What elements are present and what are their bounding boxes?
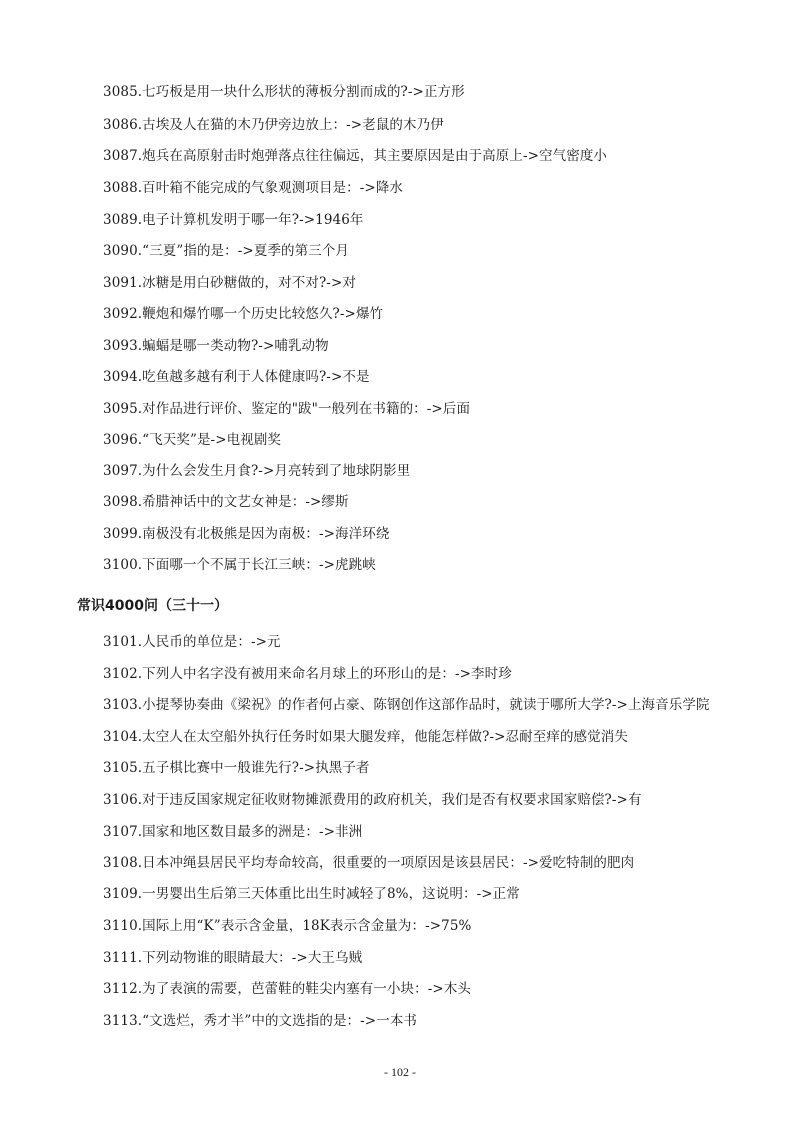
question-3100: 3100.下面哪一个不属于长江三峡：->虎跳峡 bbox=[103, 557, 376, 573]
question-3111: 3111.下列动物谁的眼睛最大：->大王乌贼 bbox=[103, 950, 363, 966]
question-3113: 3113.“文选烂，秀才半”中的文选指的是：->一本书 bbox=[103, 1013, 418, 1029]
section-title: 常识4000问（三十一） bbox=[77, 598, 228, 614]
question-3094: 3094.吃鱼越多越有利于人体健康吗?->不是 bbox=[103, 369, 370, 385]
question-3102: 3102.下列人中名字没有被用来命名月球上的环形山的是：->李时珍 bbox=[103, 666, 512, 682]
question-3095: 3095.对作品进行评价、鉴定的"跋"一般列在书籍的：->后面 bbox=[103, 401, 471, 417]
question-3088: 3088.百叶箱不能完成的气象观测项目是：->降水 bbox=[103, 180, 404, 196]
question-3101: 3101.人民币的单位是：->元 bbox=[103, 634, 281, 650]
question-3106: 3106.对于违反国家规定征收财物摊派费用的政府机关，我们是否有权要求国家赔偿?->有 bbox=[103, 792, 642, 808]
question-3099: 3099.南极没有北极熊是因为南极：->海洋环绕 bbox=[103, 526, 390, 542]
question-3086: 3086.古埃及人在猫的木乃伊旁边放上：->老鼠的木乃伊 bbox=[103, 117, 444, 133]
question-3112: 3112.为了表演的需要，芭蕾鞋的鞋尖内塞有一小块：->木头 bbox=[103, 981, 472, 997]
question-3109: 3109.一男婴出生后第三天体重比出生时减轻了8%，这说明：->正常 bbox=[103, 886, 520, 902]
question-3085: 3085.七巧板是用一块什么形状的薄板分割而成的?->正方形 bbox=[103, 84, 465, 100]
question-3103: 3103.小提琴协奏曲《梁祝》的作者何占豪、陈钢创作这部作品时，就读于哪所大学?->上海音乐学院 bbox=[103, 697, 710, 713]
question-3104: 3104.太空人在太空船外执行任务时如果大腿发痒，他能怎样做?->忍耐至痒的感觉消失 bbox=[103, 729, 628, 745]
question-3107: 3107.国家和地区数目最多的洲是：->非洲 bbox=[103, 824, 363, 840]
question-3091: 3091.冰糖是用白砂糖做的，对不对?->对 bbox=[103, 275, 356, 291]
question-3097: 3097.为什么会发生月食?->月亮转到了地球阴影里 bbox=[103, 463, 411, 479]
question-3108: 3108.日本冲绳县居民平均寿命较高，很重要的一项原因是该县居民：->爱吃特制的肥肉 bbox=[103, 855, 635, 871]
page-number: - 102 - bbox=[384, 1065, 416, 1079]
question-3090: 3090.“三夏”指的是：->夏季的第三个月 bbox=[103, 243, 350, 259]
question-3098: 3098.希腊神话中的文艺女神是：->缪斯 bbox=[103, 494, 349, 510]
question-3096: 3096.“飞天奖”是->电视剧奖 bbox=[103, 432, 282, 448]
question-3089: 3089.电子计算机发明于哪一年?->1946年 bbox=[103, 212, 364, 228]
question-3092: 3092.鞭炮和爆竹哪一个历史比较悠久?->爆竹 bbox=[103, 306, 384, 322]
question-3110: 3110.国际上用“K”表示含金量，18K表示含金量为：->75% bbox=[103, 918, 472, 934]
question-3093: 3093.蝙蝠是哪一类动物?->哺乳动物 bbox=[103, 338, 329, 354]
question-3087: 3087.炮兵在高原射击时炮弹落点往往偏远，其主要原因是由于高原上->空气密度小 bbox=[103, 148, 608, 164]
question-3105: 3105.五子棋比赛中一般谁先行?->执黑子者 bbox=[103, 760, 370, 776]
